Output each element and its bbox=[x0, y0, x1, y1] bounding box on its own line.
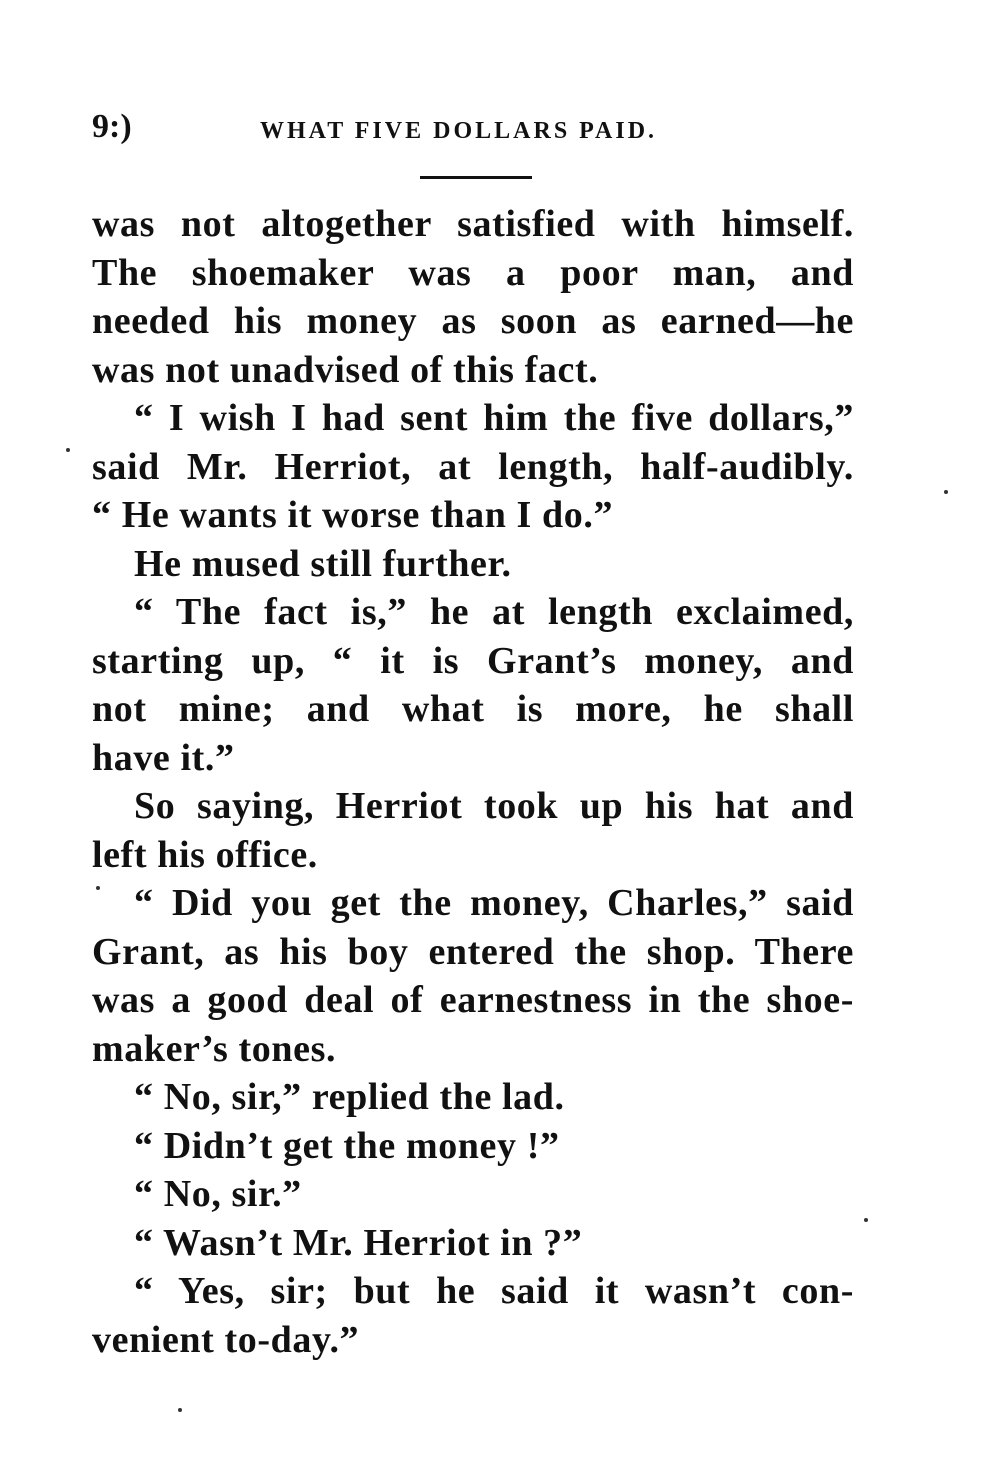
text-line: “ No, sir.” bbox=[134, 1173, 302, 1215]
text-line: “ He wants it worse than I do.” bbox=[92, 494, 614, 536]
print-speck bbox=[944, 490, 948, 494]
text-line: Grant, as his boy entered the shop. There bbox=[92, 930, 854, 973]
page-header bbox=[92, 108, 892, 148]
text-line: was not unadvised of this fact. bbox=[92, 348, 599, 391]
text-line: “ The fact is,” he at length exclaimed, bbox=[134, 591, 854, 633]
text-line: starting up, “ it is Grant’s money, and bbox=[92, 639, 854, 682]
running-title: WHAT FIVE DOLLARS PAID. bbox=[260, 118, 658, 144]
text-line: “ Yes, sir; but he said it wasn’t con- bbox=[134, 1270, 854, 1312]
print-speck bbox=[864, 1218, 868, 1222]
text-line: left his office. bbox=[92, 833, 318, 876]
text-line: was not altogether satisfied with himself. bbox=[92, 203, 854, 245]
text-line: “ Did you get the money, Charles,” said bbox=[134, 882, 854, 924]
text-line: “ Didn’t get the money !” bbox=[134, 1124, 560, 1167]
text-line: “ I wish I had sent him the five dollars,” bbox=[134, 397, 854, 439]
header-rule bbox=[420, 176, 532, 179]
print-speck bbox=[96, 886, 100, 890]
text-line: not mine; and what is more, he shall bbox=[92, 688, 854, 730]
text-line: So saying, Herriot took up his hat and bbox=[134, 785, 854, 827]
body-text bbox=[92, 200, 854, 1364]
text-line: needed his money as soon as earned—he bbox=[92, 300, 854, 342]
text-line: venient to-day.” bbox=[92, 1318, 360, 1361]
text-line: “ Wasn’t Mr. Herriot in ?” bbox=[134, 1221, 583, 1264]
page-number: 9:) bbox=[92, 108, 132, 145]
print-speck bbox=[66, 448, 70, 452]
text-line: was a good deal of earnestness in the shoe- bbox=[92, 979, 854, 1021]
text-line: He mused still further. bbox=[134, 542, 512, 585]
text-line: “ No, sir,” replied the lad. bbox=[134, 1076, 565, 1118]
text-line: The shoemaker was a poor man, and bbox=[92, 251, 854, 294]
text-line: said Mr. Herriot, at length, half-audibly. bbox=[92, 445, 854, 488]
text-line: have it.” bbox=[92, 736, 235, 779]
text-line: maker’s tones. bbox=[92, 1027, 337, 1070]
print-speck bbox=[178, 1408, 182, 1412]
